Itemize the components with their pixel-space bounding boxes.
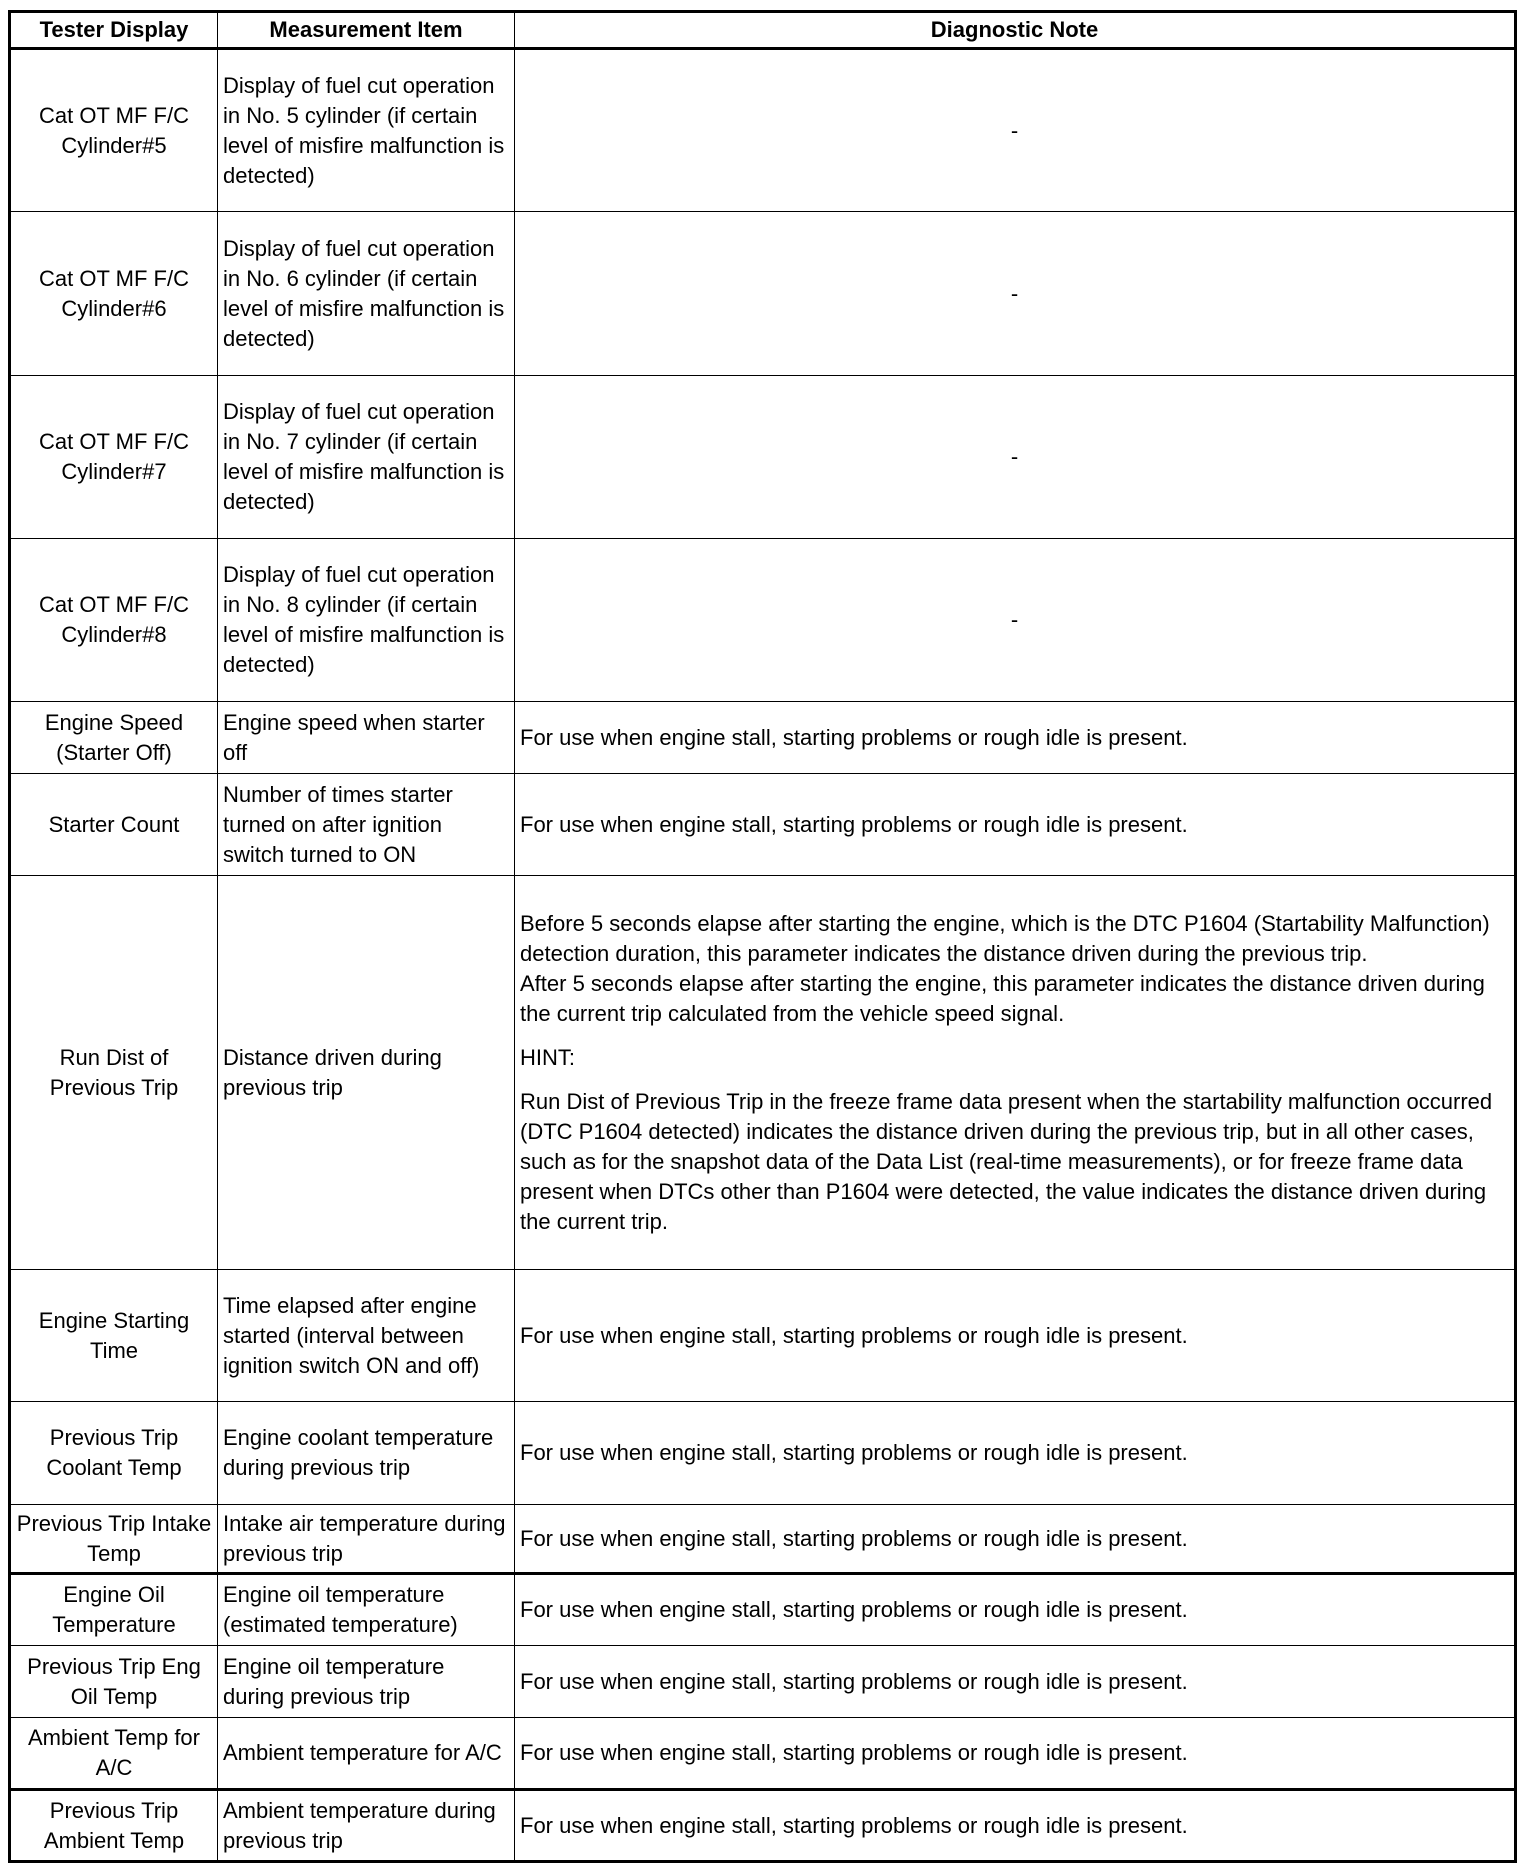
- header-diagnostic-note: Diagnostic Note: [515, 12, 1516, 49]
- diagnostic-note-cell: For use when engine stall, starting problems or rough idle is present.: [515, 1505, 1516, 1574]
- diagnostic-note-cell: For use when engine stall, starting problems or rough idle is present.: [515, 1270, 1516, 1402]
- tester-display-cell: Cat OT MF F/C Cylinder#7: [10, 376, 218, 539]
- measurement-item-cell: Display of fuel cut operation in No. 6 cylinder (if certain level of misfire malfunction is detected): [218, 212, 515, 376]
- table-row: [10, 774, 1516, 876]
- note-paragraph: Before 5 seconds elapse after starting the engine, which is the DTC P1604 (Startability Malfunction) detection duration, this parameter indicates the distance driven during the previous trip.: [520, 910, 1490, 966]
- table-row: [10, 1270, 1516, 1402]
- table-row: [10, 1574, 1516, 1646]
- header-measurement-item: Measurement Item: [218, 12, 515, 49]
- diagnostic-note-cell: For use when engine stall, starting problems or rough idle is present.: [515, 774, 1516, 876]
- measurement-item-cell: Number of times starter turned on after ignition switch turned to ON: [218, 774, 515, 876]
- note-paragraph: Run Dist of Previous Trip in the freeze frame data present when the startability malfunction occurred (DTC P1604 detected) indicates the distance driven during the previous trip, but in all other cases, such as for the snapshot data of the Data List (real-time measurements), or for freeze frame data present when DTCs other than P1604 were detected, the value indicates the distance driven during the current trip.: [520, 1088, 1493, 1234]
- measurement-item-cell: Distance driven during previous trip: [218, 876, 515, 1270]
- table-row: [10, 1790, 1516, 1862]
- diagnostic-note-cell: For use when engine stall, starting problems or rough idle is present.: [515, 1574, 1516, 1646]
- note-paragraph: After 5 seconds elapse after starting the engine, this parameter indicates the distance driven during the current trip calculated from the vehicle speed signal.: [520, 970, 1485, 1026]
- diagnostic-note-cell: -: [515, 212, 1516, 376]
- diagnostic-note-cell: -: [515, 539, 1516, 702]
- table-row: [10, 212, 1516, 376]
- tester-display-cell: Run Dist of Previous Trip: [10, 876, 218, 1270]
- measurement-item-cell: Intake air temperature during previous trip: [218, 1505, 515, 1574]
- measurement-item-cell: Display of fuel cut operation in No. 5 cylinder (if certain level of misfire malfunction is detected): [218, 49, 515, 212]
- diagnostic-note-cell: For use when engine stall, starting problems or rough idle is present.: [515, 1402, 1516, 1505]
- tester-display-cell: Previous Trip Intake Temp: [10, 1505, 218, 1574]
- header-tester-display: Tester Display: [10, 12, 218, 49]
- tester-display-cell: Ambient Temp for A/C: [10, 1718, 218, 1790]
- measurement-item-cell: Engine speed when starter off: [218, 702, 515, 774]
- measurement-item-cell: Display of fuel cut operation in No. 7 cylinder (if certain level of misfire malfunction is detected): [218, 376, 515, 539]
- table-row: [10, 1718, 1516, 1790]
- diagnostic-note-cell: -: [515, 49, 1516, 212]
- measurement-item-cell: Engine coolant temperature during previous trip: [218, 1402, 515, 1505]
- table-row: [10, 876, 1516, 1270]
- measurement-item-cell: Time elapsed after engine started (interval between ignition switch ON and off): [218, 1270, 515, 1402]
- tester-display-cell: Previous Trip Ambient Temp: [10, 1790, 218, 1862]
- diagnostic-data-table: [8, 10, 1517, 1863]
- table-row: [10, 1402, 1516, 1505]
- table-row: [10, 49, 1516, 212]
- measurement-item-cell: Engine oil temperature (estimated temperature): [218, 1574, 515, 1646]
- tester-display-cell: Starter Count: [10, 774, 218, 876]
- diagnostic-note-cell: [515, 876, 1516, 1270]
- diagnostic-note-cell: For use when engine stall, starting problems or rough idle is present.: [515, 1718, 1516, 1790]
- tester-display-cell: Engine Speed (Starter Off): [10, 702, 218, 774]
- measurement-item-cell: Ambient temperature for A/C: [218, 1718, 515, 1790]
- diagnostic-note-cell: For use when engine stall, starting problems or rough idle is present.: [515, 702, 1516, 774]
- diagnostic-note-cell: For use when engine stall, starting problems or rough idle is present.: [515, 1790, 1516, 1862]
- tester-display-cell: Engine Oil Temperature: [10, 1574, 218, 1646]
- tester-display-cell: Cat OT MF F/C Cylinder#6: [10, 212, 218, 376]
- measurement-item-cell: Engine oil temperature during previous trip: [218, 1646, 515, 1718]
- table-row: [10, 539, 1516, 702]
- header-row: [10, 12, 1516, 49]
- tester-display-cell: Previous Trip Coolant Temp: [10, 1402, 218, 1505]
- diagnostic-note-cell: For use when engine stall, starting problems or rough idle is present.: [515, 1646, 1516, 1718]
- tester-display-cell: Cat OT MF F/C Cylinder#8: [10, 539, 218, 702]
- table-row: [10, 1505, 1516, 1574]
- tester-display-cell: Previous Trip Eng Oil Temp: [10, 1646, 218, 1718]
- note-paragraph: HINT:: [520, 1044, 575, 1070]
- table-row: [10, 376, 1516, 539]
- measurement-item-cell: Display of fuel cut operation in No. 8 cylinder (if certain level of misfire malfunction is detected): [218, 539, 515, 702]
- measurement-item-cell: Ambient temperature during previous trip: [218, 1790, 515, 1862]
- tester-display-cell: Cat OT MF F/C Cylinder#5: [10, 49, 218, 212]
- tester-display-cell: Engine Starting Time: [10, 1270, 218, 1402]
- table-row: [10, 1646, 1516, 1718]
- table-row: [10, 702, 1516, 774]
- diagnostic-note-cell: -: [515, 376, 1516, 539]
